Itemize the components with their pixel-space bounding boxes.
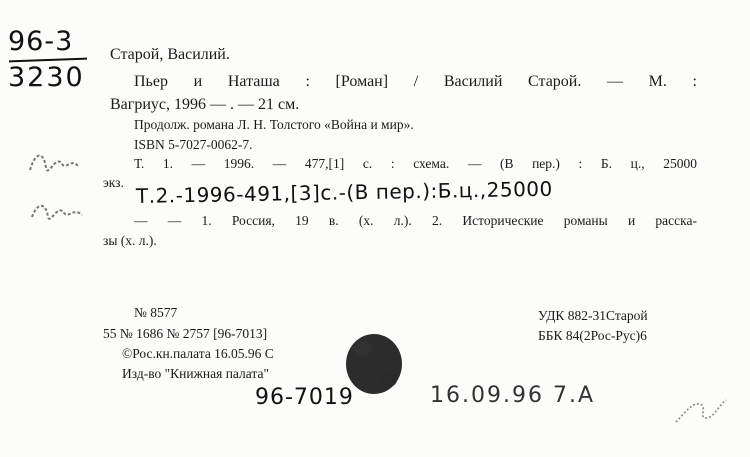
isbn: ISBN 5-7027-0062-7. xyxy=(134,137,253,152)
call-number-top: 96-3 xyxy=(8,26,74,57)
margin-scribble-2 xyxy=(28,195,88,230)
bbk: ББК 84(2Рос-Рус)6 xyxy=(538,328,647,343)
subjects-line2: зы (х. л.). xyxy=(103,233,157,248)
publisher-line: Изд-во "Книжная палата" xyxy=(122,366,269,381)
title-line: Пьер и Наташа : [Роман] / Василий Старой. — М. : xyxy=(134,73,697,90)
margin-scribble-1 xyxy=(26,140,86,185)
handwritten-volume2: Т.2.-1996-491,[3]с.-(В пер.):Б.ц.,25000 xyxy=(135,176,553,208)
record-number: № 8577 xyxy=(134,305,178,320)
call-number-bottom: 3230 xyxy=(8,62,85,93)
volume1-line: Т. 1. — 1996. — 477,[1] с. : схема. — (В пер.) : Б. ц., 25000 xyxy=(134,156,697,171)
handwritten-date: 16.09.96 7.А xyxy=(430,383,596,408)
note-continuation: Продолж. романа Л. Н. Толстого «Война и мир». xyxy=(134,117,414,132)
volume1-ekz: экз. xyxy=(103,175,124,190)
udk: УДК 882-31Старой xyxy=(538,308,648,323)
imprint-line: Вагриус, 1996 — . — 21 см. xyxy=(110,96,300,113)
copyright-line: ©Рос.кн.палата 16.05.96 С xyxy=(122,346,274,361)
subjects-line1: — — 1. Россия, 19 в. (х. л.). 2. Исторические романы и расска- xyxy=(134,213,697,228)
handwritten-number: 96-7019 xyxy=(255,385,354,410)
author-heading: Старой, Василий. xyxy=(110,46,230,63)
handwritten-initials xyxy=(670,392,730,432)
registration-line: 55 № 1686 № 2757 [96-7013] xyxy=(103,326,268,341)
